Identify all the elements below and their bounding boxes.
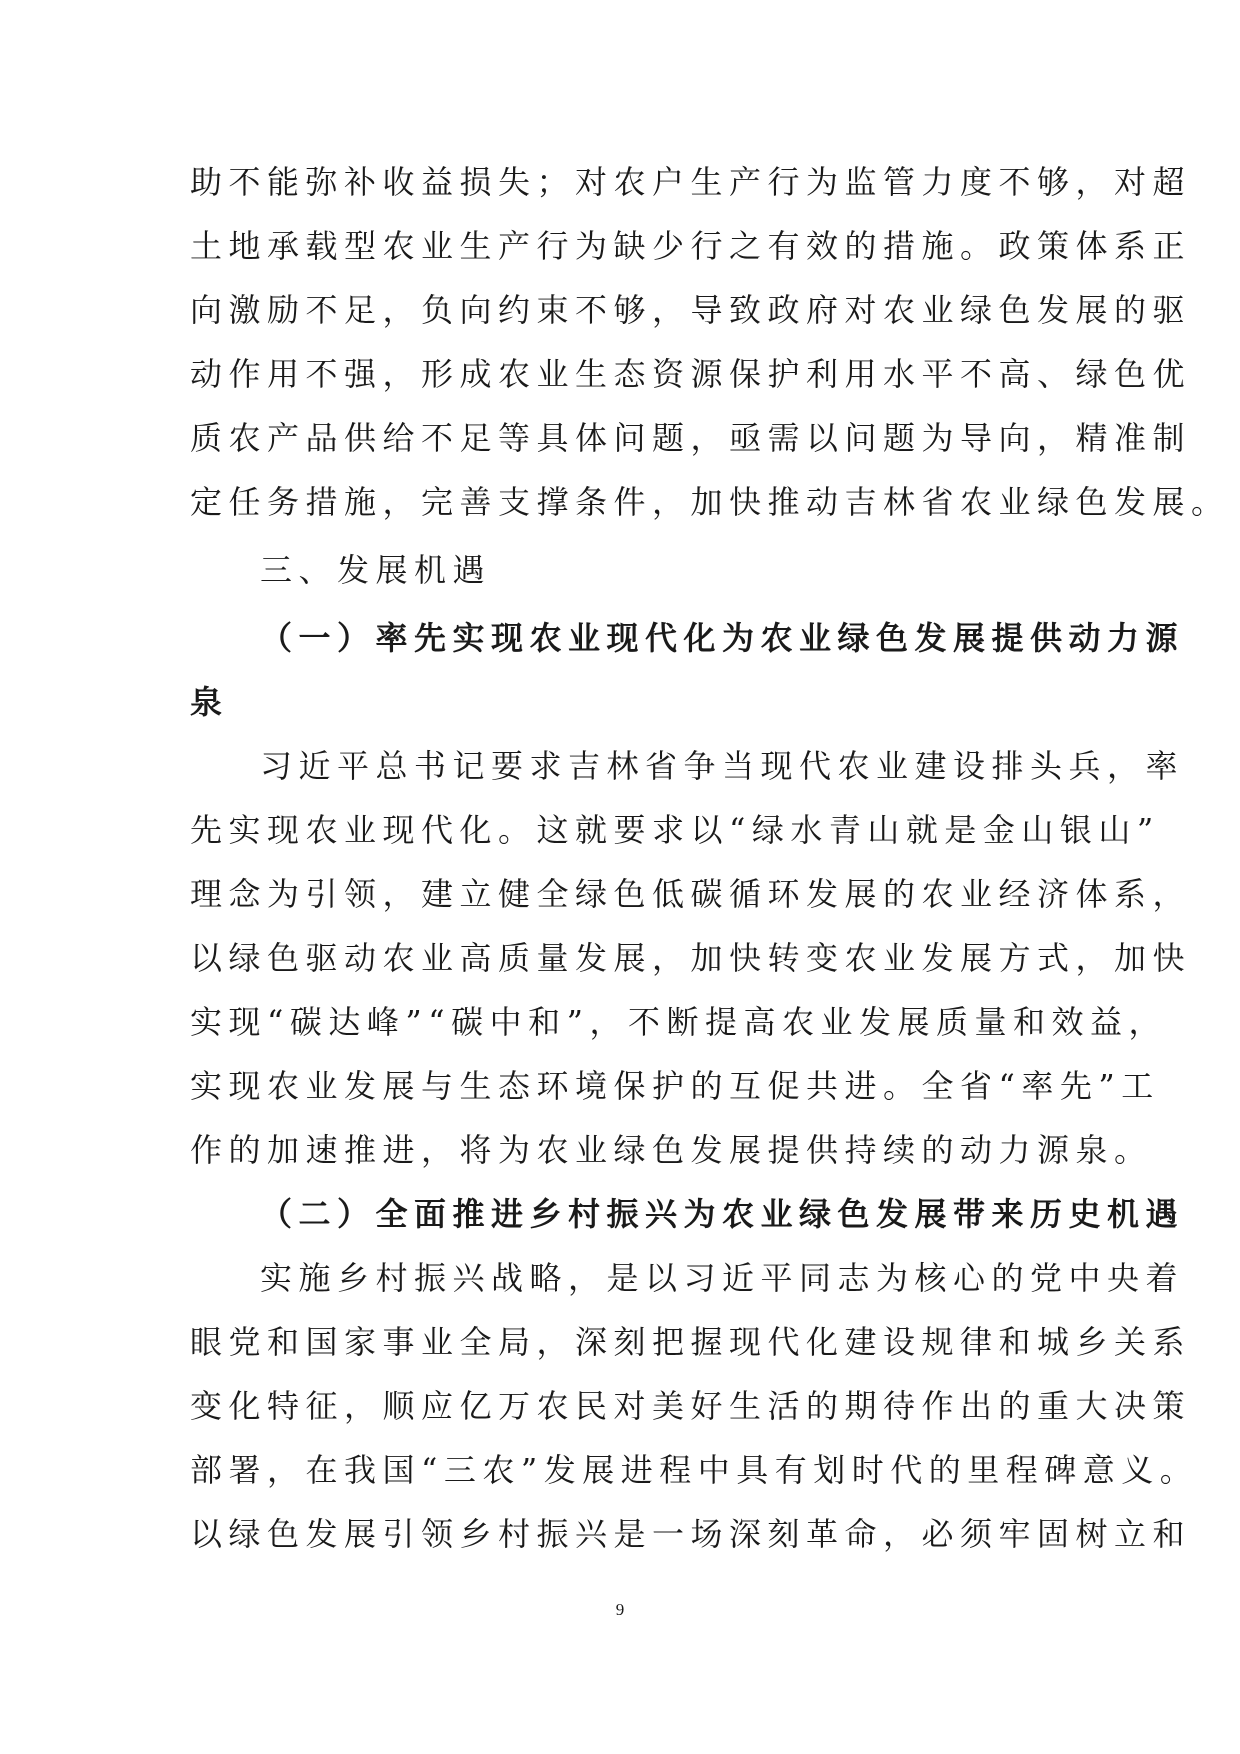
paragraph-line: 先实现农业现代化。这就要求以“绿水青山就是金山银山” bbox=[190, 811, 1160, 849]
text-line: 助不能弥补收益损失；对农户生产行为监管力度不够，对超 bbox=[190, 163, 1192, 201]
text-line: 定任务措施，完善支撑条件，加快推动吉林省农业绿色发展。 bbox=[190, 483, 1230, 521]
text-line: 向激励不足，负向约束不够，导致政府对农业绿色发展的驱 bbox=[190, 291, 1192, 329]
paragraph-line: 眼党和国家事业全局，深刻把握现代化建设规律和城乡关系 bbox=[190, 1323, 1192, 1361]
subheading-1: （一）率先实现农业现代化为农业绿色发展提供动力源 bbox=[260, 619, 1185, 657]
subheading-2: （二）全面推进乡村振兴为农业绿色发展带来历史机遇 bbox=[260, 1195, 1185, 1233]
paragraph-line: 作的加速推进，将为农业绿色发展提供持续的动力源泉。 bbox=[190, 1131, 1153, 1169]
paragraph-line: 变化特征，顺应亿万农民对美好生活的期待作出的重大决策 bbox=[190, 1387, 1192, 1425]
paragraph-line: 实现“碳达峰”“碳中和”，不断提高农业发展质量和效益， bbox=[190, 1003, 1167, 1041]
section-heading: 三、发展机遇 bbox=[260, 551, 492, 589]
paragraph-line: 实现农业发展与生态环境保护的互促共进。全省“率先”工 bbox=[190, 1067, 1160, 1105]
paragraph-line: 以绿色驱动农业高质量发展，加快转变农业发展方式，加快 bbox=[190, 939, 1192, 977]
paragraph-line: 理念为引领，建立健全绿色低碳循环发展的农业经济体系， bbox=[190, 875, 1192, 913]
subheading-1-continued: 泉 bbox=[190, 683, 229, 721]
paragraph-line: 实施乡村振兴战略，是以习近平同志为核心的党中央着 bbox=[260, 1259, 1185, 1297]
text-line: 土地承载型农业生产行为缺少行之有效的措施。政策体系正 bbox=[190, 227, 1192, 265]
text-line: 质农产品供给不足等具体问题，亟需以问题为导向，精准制 bbox=[190, 419, 1192, 457]
paragraph-line: 习近平总书记要求吉林省争当现代农业建设排头兵，率 bbox=[260, 747, 1185, 785]
page-number: 9 bbox=[615, 1600, 625, 1619]
paragraph-line: 部署，在我国“三农”发展进程中具有划时代的里程碑意义。 bbox=[190, 1451, 1199, 1489]
document-body bbox=[190, 150, 1230, 1566]
paragraph-line: 以绿色发展引领乡村振兴是一场深刻革命，必须牢固树立和 bbox=[190, 1515, 1192, 1553]
text-line: 动作用不强，形成农业生态资源保护利用水平不高、绿色优 bbox=[190, 355, 1192, 393]
